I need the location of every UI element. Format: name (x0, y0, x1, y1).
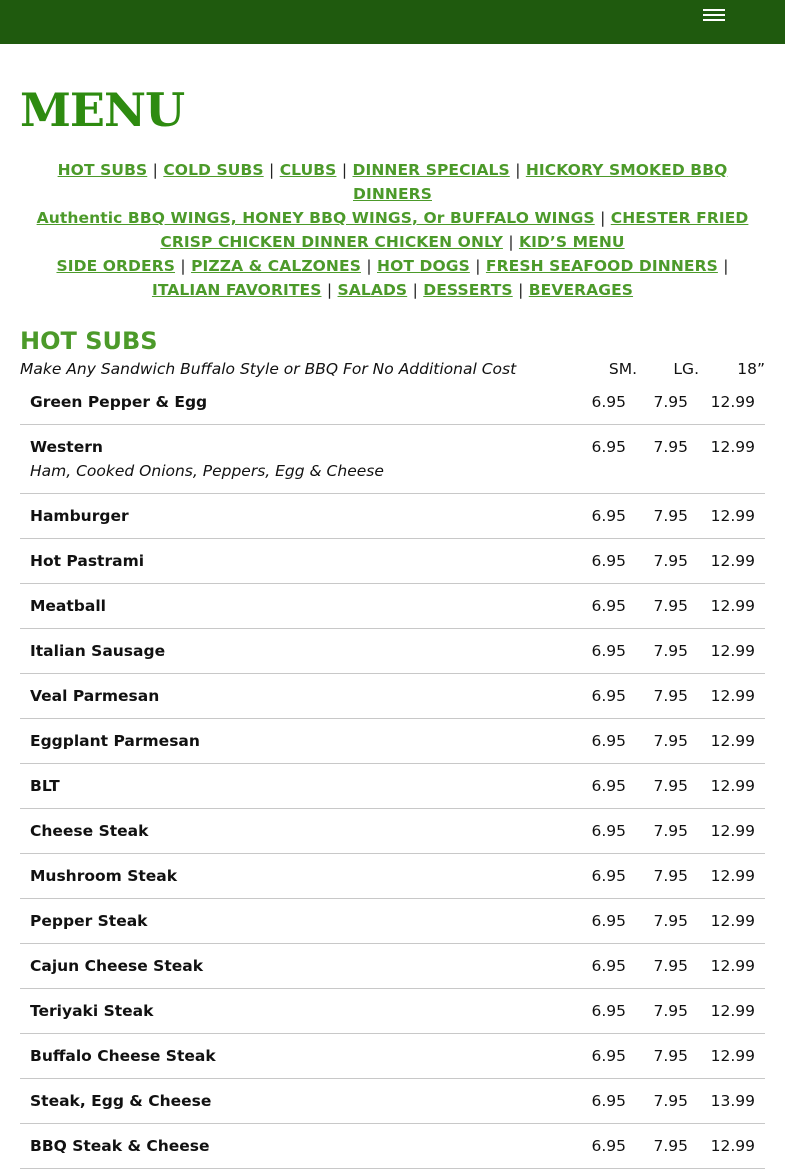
item-price-18-inch: 12.99 (710, 1137, 755, 1155)
nav-link-hot-subs[interactable]: HOT SUBS (57, 161, 148, 179)
menu-item-row (20, 809, 765, 854)
item-name: Pepper Steak (30, 912, 148, 930)
nav-link-salads[interactable]: SALADS (337, 281, 408, 299)
item-price-large: 7.95 (653, 687, 688, 705)
column-header-18-inch: 18” (737, 360, 765, 378)
nav-link-side-orders[interactable]: SIDE ORDERS (56, 257, 176, 275)
item-price-large: 7.95 (653, 642, 688, 660)
item-price-small: 6.95 (591, 957, 626, 975)
item-price-large: 7.95 (653, 552, 688, 570)
item-name: Hamburger (30, 507, 129, 525)
nav-link-seafood[interactable]: FRESH SEAFOOD DINNERS (485, 257, 718, 275)
nav-separator: | (180, 257, 186, 275)
item-name: Buffalo Cheese Steak (30, 1047, 216, 1065)
menu-item-row (20, 380, 765, 425)
nav-separator: | (508, 233, 514, 251)
hamburger-line (703, 14, 725, 16)
item-price-large: 7.95 (653, 777, 688, 795)
item-price-large: 7.95 (653, 393, 688, 411)
item-price-small: 6.95 (591, 867, 626, 885)
item-price-small: 6.95 (591, 642, 626, 660)
item-price-large: 7.95 (653, 912, 688, 930)
item-name: Green Pepper & Egg (30, 393, 208, 411)
item-name: Cheese Steak (30, 822, 149, 840)
section-note: Make Any Sandwich Buffalo Style or BBQ For No Additional Cost (20, 360, 517, 378)
menu-item-row (20, 899, 765, 944)
menu-category-nav (20, 158, 765, 302)
nav-link-bbq-dinners[interactable]: HICKORY SMOKED BBQ DINNERS (353, 161, 728, 203)
hot-subs-item-list (20, 380, 765, 1169)
item-price-large: 7.95 (653, 597, 688, 615)
item-price-large: 7.95 (653, 438, 688, 456)
item-price-18-inch: 12.99 (710, 393, 755, 411)
menu-item-row (20, 425, 765, 494)
item-name: Hot Pastrami (30, 552, 145, 570)
item-price-18-inch: 12.99 (710, 1047, 755, 1065)
menu-item-row (20, 989, 765, 1034)
item-price-18-inch: 12.99 (710, 822, 755, 840)
item-description: Ham, Cooked Onions, Peppers, Egg & Cheese (30, 462, 384, 480)
menu-item-row (20, 854, 765, 899)
item-name: Cajun Cheese Steak (30, 957, 204, 975)
item-name: Veal Parmesan (30, 687, 160, 705)
item-price-large: 7.95 (653, 732, 688, 750)
nav-separator: | (341, 161, 348, 179)
item-name: Steak, Egg & Cheese (30, 1092, 212, 1110)
item-name: Mushroom Steak (30, 867, 178, 885)
nav-link-hot-dogs[interactable]: HOT DOGS (377, 257, 470, 275)
nav-link-italian-favorites[interactable]: ITALIAN FAVORITES (151, 281, 322, 299)
menu-item-row (20, 674, 765, 719)
item-price-small: 6.95 (591, 507, 626, 525)
menu-item-row (20, 944, 765, 989)
item-price-small: 6.95 (591, 1137, 626, 1155)
nav-link-desserts[interactable]: DESSERTS (423, 281, 513, 299)
item-price-small: 6.95 (591, 552, 626, 570)
nav-link-clubs[interactable]: CLUBS (279, 161, 337, 179)
menu-item-row (20, 719, 765, 764)
nav-separator: | (412, 281, 418, 299)
item-price-18-inch: 12.99 (710, 642, 755, 660)
top-nav-bar (0, 0, 785, 44)
item-name: Italian Sausage (30, 642, 166, 660)
nav-link-cold-subs[interactable]: COLD SUBS (163, 161, 264, 179)
item-price-18-inch: 12.99 (710, 957, 755, 975)
item-price-large: 7.95 (653, 822, 688, 840)
nav-link-beverages[interactable]: BEVERAGES (528, 281, 634, 299)
menu-item-row (20, 1124, 765, 1169)
item-price-small: 6.95 (591, 687, 626, 705)
item-price-18-inch: 12.99 (710, 597, 755, 615)
menu-item-row (20, 1079, 765, 1124)
nav-link-wings[interactable]: Authentic BBQ WINGS, HONEY BBQ WINGS, Or BUFFALO WINGS (36, 209, 595, 227)
nav-separator: | (326, 281, 333, 299)
item-name: BLT (30, 777, 60, 795)
item-price-small: 6.95 (591, 597, 626, 615)
item-price-large: 7.95 (653, 1002, 688, 1020)
item-price-large: 7.95 (653, 1092, 688, 1110)
item-price-small: 6.95 (591, 1092, 626, 1110)
item-name: Eggplant Parmesan (30, 732, 200, 750)
item-price-small: 6.95 (591, 438, 626, 456)
section-title-hot-subs: HOT SUBS (20, 327, 158, 355)
item-name: BBQ Steak & Cheese (30, 1137, 210, 1155)
nav-separator: | (723, 257, 729, 275)
item-price-18-inch: 12.99 (710, 912, 755, 930)
item-name: Teriyaki Steak (30, 1002, 154, 1020)
item-price-18-inch: 12.99 (710, 1002, 755, 1020)
nav-separator: | (269, 161, 275, 179)
hamburger-menu-icon[interactable] (703, 8, 727, 24)
item-name: Meatball (30, 597, 106, 615)
menu-item-row (20, 764, 765, 809)
item-price-18-inch: 12.99 (710, 507, 755, 525)
item-price-large: 7.95 (653, 1047, 688, 1065)
item-price-18-inch: 12.99 (710, 687, 755, 705)
nav-separator: | (475, 257, 481, 275)
item-price-large: 7.95 (653, 867, 688, 885)
item-price-small: 6.95 (591, 393, 626, 411)
nav-link-pizza-calzones[interactable]: PIZZA & CALZONES (191, 257, 361, 275)
nav-separator: | (152, 161, 158, 179)
menu-item-row (20, 539, 765, 584)
item-price-18-inch: 12.99 (710, 777, 755, 795)
column-header-small: SM. (608, 360, 637, 378)
nav-separator: | (515, 161, 521, 179)
item-price-18-inch: 12.99 (710, 732, 755, 750)
item-price-small: 6.95 (591, 912, 626, 930)
item-price-18-inch: 12.99 (710, 438, 755, 456)
nav-separator: | (366, 257, 372, 275)
menu-item-row (20, 629, 765, 674)
menu-item-row (20, 1034, 765, 1079)
item-name: Western (30, 438, 103, 456)
nav-link-dinner-specials[interactable]: DINNER SPECIALS (352, 161, 510, 179)
nav-link-kids-menu[interactable]: KID’S MENU (518, 233, 625, 251)
item-price-large: 7.95 (653, 1137, 688, 1155)
column-header-large: LG. (673, 360, 699, 378)
hamburger-line (703, 9, 725, 11)
item-price-18-inch: 13.99 (710, 1092, 755, 1110)
nav-link-fried-chicken[interactable]: CHESTER FRIED CRISP CHICKEN DINNER CHICKEN ONLY (160, 209, 749, 251)
item-price-small: 6.95 (591, 777, 626, 795)
item-price-18-inch: 12.99 (710, 867, 755, 885)
nav-separator: | (600, 209, 606, 227)
item-price-small: 6.95 (591, 1047, 626, 1065)
item-price-small: 6.95 (591, 732, 626, 750)
nav-separator: | (518, 281, 524, 299)
menu-item-row (20, 494, 765, 539)
item-price-large: 7.95 (653, 507, 688, 525)
hamburger-line (703, 19, 725, 21)
item-price-18-inch: 12.99 (710, 552, 755, 570)
item-price-small: 6.95 (591, 822, 626, 840)
item-price-large: 7.95 (653, 957, 688, 975)
item-price-small: 6.95 (591, 1002, 626, 1020)
menu-item-row (20, 584, 765, 629)
page-title: MENU (20, 83, 185, 137)
